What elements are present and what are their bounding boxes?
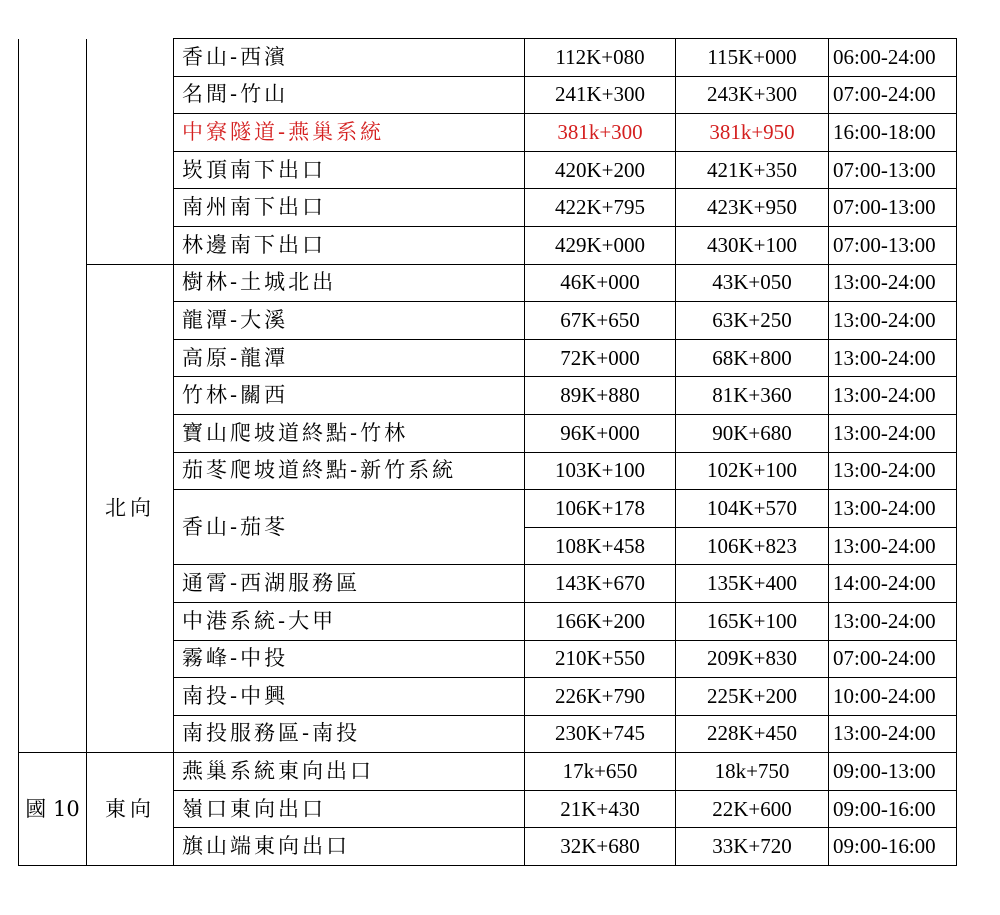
time-window-cell: 13:00-24:00 xyxy=(829,377,957,415)
section-cell: 茄苳爬坡道終點-新竹系統 xyxy=(174,452,525,490)
end-km-cell: 68K+800 xyxy=(676,339,829,377)
closure-schedule-table xyxy=(18,38,957,866)
section-cell: 香山-西濱 xyxy=(174,39,525,77)
start-km-cell: 230K+745 xyxy=(525,715,676,753)
table-row xyxy=(19,753,957,791)
section-cell: 南州南下出口 xyxy=(174,189,525,227)
end-km-cell: 423K+950 xyxy=(676,189,829,227)
section-cell: 林邊南下出口 xyxy=(174,226,525,264)
end-km-cell: 421K+350 xyxy=(676,151,829,189)
end-km-cell: 81K+360 xyxy=(676,377,829,415)
start-km-cell: 21K+430 xyxy=(525,790,676,828)
time-window-cell: 09:00-13:00 xyxy=(829,753,957,791)
start-km-cell: 108K+458 xyxy=(525,527,676,565)
start-km-cell: 72K+000 xyxy=(525,339,676,377)
time-window-cell: 13:00-24:00 xyxy=(829,527,957,565)
time-window-cell: 13:00-24:00 xyxy=(829,302,957,340)
time-window-cell: 10:00-24:00 xyxy=(829,678,957,716)
section-cell: 中寮隧道-燕巢系統 xyxy=(174,114,525,152)
time-window-cell: 07:00-13:00 xyxy=(829,226,957,264)
time-window-cell: 13:00-24:00 xyxy=(829,452,957,490)
time-window-cell: 13:00-24:00 xyxy=(829,264,957,302)
section-cell: 燕巢系統東向出口 xyxy=(174,753,525,791)
time-window-cell: 13:00-24:00 xyxy=(829,602,957,640)
end-km-cell: 225K+200 xyxy=(676,678,829,716)
section-cell: 樹林-土城北出 xyxy=(174,264,525,302)
time-window-cell: 14:00-24:00 xyxy=(829,565,957,603)
time-window-cell: 07:00-13:00 xyxy=(829,151,957,189)
end-km-cell: 106K+823 xyxy=(676,527,829,565)
time-window-cell: 07:00-24:00 xyxy=(829,76,957,114)
section-cell: 龍潭-大溪 xyxy=(174,302,525,340)
end-km-cell: 381k+950 xyxy=(676,114,829,152)
start-km-cell: 96K+000 xyxy=(525,414,676,452)
direction-cell: 東向 xyxy=(87,753,174,866)
end-km-cell: 165K+100 xyxy=(676,602,829,640)
time-window-cell: 13:00-24:00 xyxy=(829,490,957,528)
end-km-cell: 228K+450 xyxy=(676,715,829,753)
table-row xyxy=(19,39,957,77)
start-km-cell: 166K+200 xyxy=(525,602,676,640)
time-window-cell: 09:00-16:00 xyxy=(829,828,957,866)
end-km-cell: 430K+100 xyxy=(676,226,829,264)
section-cell: 嶺口東向出口 xyxy=(174,790,525,828)
time-window-cell: 07:00-13:00 xyxy=(829,189,957,227)
section-cell: 南投服務區-南投 xyxy=(174,715,525,753)
time-window-cell: 13:00-24:00 xyxy=(829,715,957,753)
start-km-cell: 420K+200 xyxy=(525,151,676,189)
start-km-cell: 210K+550 xyxy=(525,640,676,678)
section-cell: 崁頂南下出口 xyxy=(174,151,525,189)
start-km-cell: 226K+790 xyxy=(525,678,676,716)
section-cell: 香山-茄苳 xyxy=(174,490,525,565)
end-km-cell: 90K+680 xyxy=(676,414,829,452)
start-km-cell: 46K+000 xyxy=(525,264,676,302)
highway-cell: 國 10 xyxy=(19,753,87,866)
start-km-cell: 429K+000 xyxy=(525,226,676,264)
end-km-cell: 209K+830 xyxy=(676,640,829,678)
end-km-cell: 102K+100 xyxy=(676,452,829,490)
time-window-cell: 07:00-24:00 xyxy=(829,640,957,678)
section-cell: 高原-龍潭 xyxy=(174,339,525,377)
end-km-cell: 135K+400 xyxy=(676,565,829,603)
direction-cell xyxy=(87,39,174,265)
end-km-cell: 43K+050 xyxy=(676,264,829,302)
start-km-cell: 89K+880 xyxy=(525,377,676,415)
end-km-cell: 63K+250 xyxy=(676,302,829,340)
direction-cell: 北向 xyxy=(87,264,174,753)
start-km-cell: 143K+670 xyxy=(525,565,676,603)
start-km-cell: 422K+795 xyxy=(525,189,676,227)
time-window-cell: 06:00-24:00 xyxy=(829,39,957,77)
section-cell: 旗山端東向出口 xyxy=(174,828,525,866)
table-body xyxy=(19,39,957,866)
time-window-cell: 13:00-24:00 xyxy=(829,414,957,452)
section-cell: 霧峰-中投 xyxy=(174,640,525,678)
start-km-cell: 17k+650 xyxy=(525,753,676,791)
highway-cell xyxy=(19,39,87,753)
section-cell: 中港系統-大甲 xyxy=(174,602,525,640)
time-window-cell: 09:00-16:00 xyxy=(829,790,957,828)
section-cell: 名間-竹山 xyxy=(174,76,525,114)
start-km-cell: 381k+300 xyxy=(525,114,676,152)
end-km-cell: 104K+570 xyxy=(676,490,829,528)
section-cell: 通霄-西湖服務區 xyxy=(174,565,525,603)
section-cell: 竹林-關西 xyxy=(174,377,525,415)
start-km-cell: 106K+178 xyxy=(525,490,676,528)
end-km-cell: 18k+750 xyxy=(676,753,829,791)
time-window-cell: 13:00-24:00 xyxy=(829,339,957,377)
end-km-cell: 33K+720 xyxy=(676,828,829,866)
start-km-cell: 112K+080 xyxy=(525,39,676,77)
time-window-cell: 16:00-18:00 xyxy=(829,114,957,152)
end-km-cell: 22K+600 xyxy=(676,790,829,828)
section-cell: 南投-中興 xyxy=(174,678,525,716)
start-km-cell: 67K+650 xyxy=(525,302,676,340)
end-km-cell: 115K+000 xyxy=(676,39,829,77)
section-cell: 寶山爬坡道終點-竹林 xyxy=(174,414,525,452)
end-km-cell: 243K+300 xyxy=(676,76,829,114)
start-km-cell: 103K+100 xyxy=(525,452,676,490)
table-row xyxy=(19,264,957,302)
start-km-cell: 32K+680 xyxy=(525,828,676,866)
start-km-cell: 241K+300 xyxy=(525,76,676,114)
